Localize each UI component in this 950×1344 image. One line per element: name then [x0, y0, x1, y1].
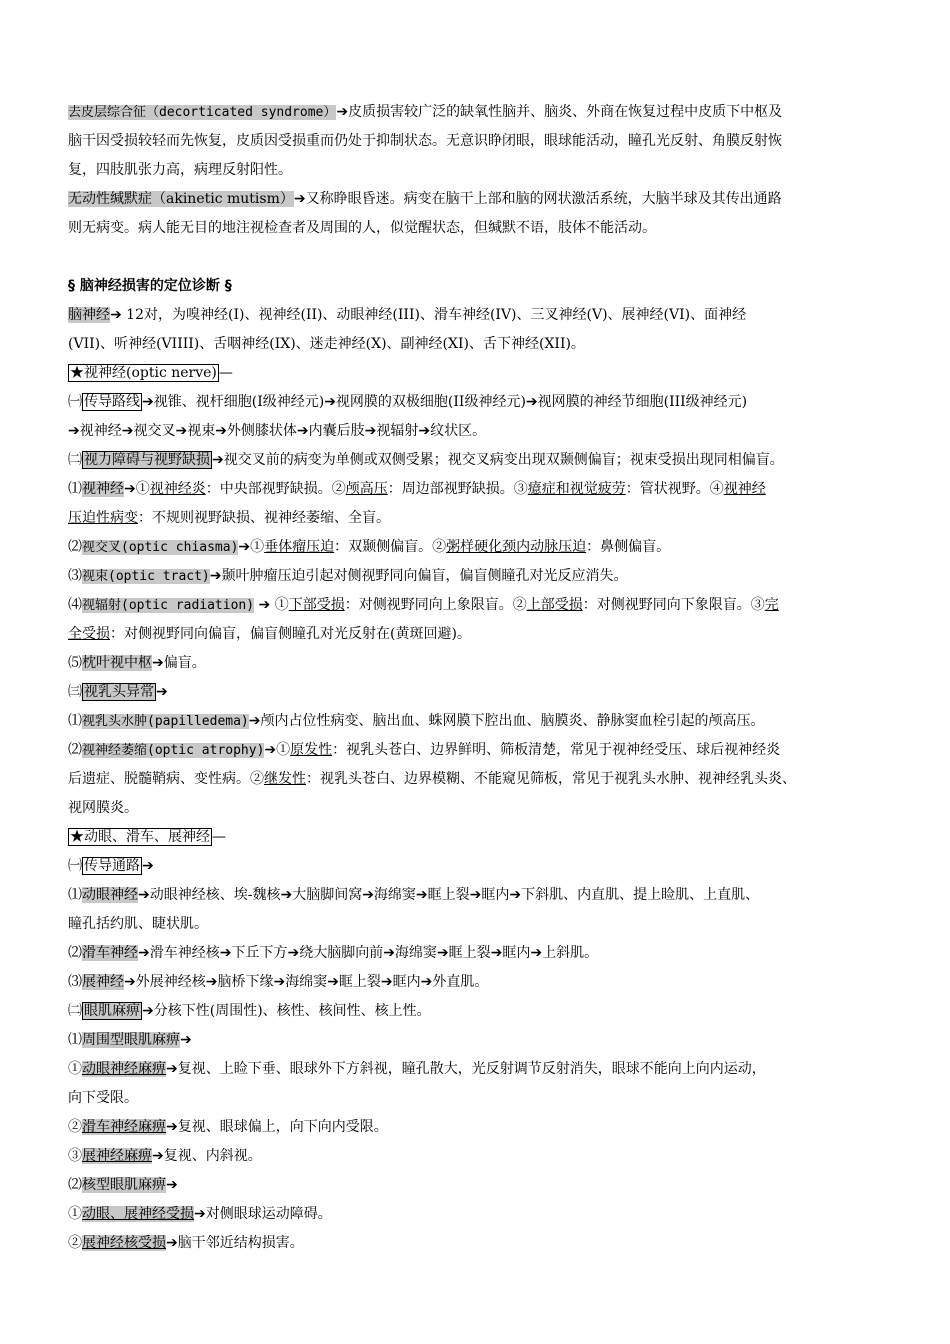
- pathway-term: 传导路线: [84, 394, 140, 410]
- optic-star-title: [68, 359, 898, 388]
- circled-number: ①: [68, 1206, 82, 1222]
- text: ：周边部视野缺损。③: [387, 481, 528, 497]
- primary-atrophy: 原发性: [290, 742, 333, 758]
- decorticated-line1: 皮质损害较广泛的缺氧性脑并、脑炎、外商在恢复过程中皮质下中枢及: [348, 104, 783, 120]
- circled-number: ①: [276, 742, 291, 758]
- atrophy-item: [68, 736, 898, 823]
- item-number: ⑷: [68, 597, 82, 613]
- circled-number: ②: [68, 1235, 82, 1251]
- papilledema-term: 视乳头水肿(papilledema): [82, 714, 249, 729]
- complete-damage-part1: 完: [764, 597, 779, 613]
- arrow-icon: ➔: [180, 1032, 192, 1048]
- arrow-icon: ➔: [166, 1235, 178, 1251]
- arrow-icon: ➔: [238, 539, 251, 555]
- arrow-icon: ➔: [212, 452, 224, 468]
- optic-title-box: ★视神经(optic nerve): [70, 365, 217, 381]
- compression-lesion-part1: 视神经: [723, 481, 766, 497]
- abducens-term: 展神经: [82, 974, 124, 990]
- circled-number: ③: [68, 1148, 82, 1164]
- item-number: ㈢: [68, 684, 82, 700]
- item-number: ㈠: [68, 858, 82, 874]
- dash: —: [212, 829, 226, 845]
- decorticated-paragraph: [68, 98, 898, 185]
- arrow-icon: ➔: [142, 858, 154, 874]
- arrow-icon: ➔: [138, 887, 150, 903]
- cranial-line1: 12对，为嗅神经(I)、视神经(II)、动眼神经(III)、滑车神经(IV)、三叉神经(V)、展神经(VI)、面神经: [121, 307, 747, 323]
- section-title: § 脑神经损害的定位诊断 §: [68, 278, 232, 294]
- item-number: ⑴: [68, 1032, 82, 1048]
- radiation-term: 视辐射(optic radiation): [82, 598, 255, 613]
- oculomotor-palsy-term: 动眼神经麻痹: [82, 1061, 166, 1077]
- trochlear-item: [68, 939, 898, 968]
- text: ：对侧视野同向下象限盲。③: [582, 597, 765, 613]
- upper-damage: 上部受损: [526, 597, 583, 613]
- nuclear-palsy-title: [68, 1171, 898, 1200]
- arrow-icon: ➔: [152, 1148, 164, 1164]
- visual-field-term: 视力障碍与视野缺损: [84, 452, 210, 468]
- item-number: ㈠: [68, 394, 82, 410]
- nuclear-item-1: [68, 1200, 898, 1229]
- nuclear-palsy-term: 核型眼肌麻痹: [82, 1177, 166, 1193]
- disc-abnormal-term: 视乳头异常: [84, 684, 154, 700]
- item-number: ⑵: [68, 539, 82, 555]
- ocular-pathway-term: 传导通路: [84, 858, 140, 874]
- oculomotor-term: 动眼神经: [82, 887, 138, 903]
- pituitary-compression: 垂体瘤压迫: [264, 539, 335, 555]
- papilledema-item: [68, 707, 898, 736]
- ocular-star-title: [68, 823, 898, 852]
- akinetic-line2: 则无病变。病人能无目的地注视检查者及周围的人，似觉醒状态，但缄默不语，肢体不能活动。: [68, 220, 656, 236]
- text: 颞叶肿瘤压迫引起对侧视野同向偏盲，偏盲侧瞳孔对光反应消失。: [221, 568, 628, 584]
- peripheral-palsy-title: [68, 1026, 898, 1055]
- circled-number: ①: [135, 481, 150, 497]
- arrow-icon: ➔: [110, 307, 122, 323]
- cranial-term: 脑神经: [68, 307, 110, 323]
- item-number: ㈡: [68, 1003, 82, 1019]
- trochlear-term: 滑车神经: [82, 945, 138, 961]
- optic-nerve-item: [68, 475, 898, 533]
- optic-nerve-term: 视神经: [82, 481, 124, 497]
- arrow-icon: ➔: [124, 974, 136, 990]
- text: ：视乳头苍白、边界鲜明、筛板清楚，常见于视神经受压、球后视神经炎: [332, 742, 781, 758]
- dash: —: [218, 365, 233, 381]
- tract-item: [68, 562, 898, 591]
- arrow-icon: ➔: [166, 1061, 178, 1077]
- text: 滑车神经核➔下丘下方➔绕大脑脚向前➔海绵窦➔眶上裂➔眶内➔上斜肌。: [149, 945, 599, 961]
- text: 复视、上睑下垂、眼球外下方斜视，瞳孔散大，光反射调节反射消失，眼球不能向上向内运动，: [177, 1061, 766, 1077]
- palsy-term: 眼肌麻痹: [84, 1003, 140, 1019]
- item-number: ⑴: [68, 713, 82, 729]
- arrow-icon: ➔: [166, 1177, 178, 1193]
- nuclear-item-2: [68, 1229, 898, 1258]
- item-number: ⑵: [68, 1177, 82, 1193]
- decorticated-line2: 脑干因受损较轻而先恢复，皮质因受损重而仍处于抑制状态。无意识睁闭眼，眼球能活动，瞳孔光反射、角膜反射恢: [68, 133, 782, 149]
- cranial-line2: (VII)、听神经(VIIII)、舌咽神经(IX)、迷走神经(X)、副神经(XI)、舌下神经(XII)。: [68, 336, 585, 352]
- text: 颅内占位性病变、脑出血、蛛网膜下腔出血、脑膜炎、静脉窦血栓引起的颅高压。: [260, 713, 765, 729]
- cranial-paragraph: [68, 301, 898, 359]
- pathway-line1: 视锥、视杆细胞(I级神经元)➔视网膜的双极细胞(II级神经元)➔视网膜的神经节细胞(III级神经元): [153, 394, 748, 410]
- intracranial-hypertension: 颅高压: [345, 481, 388, 497]
- atrophy-term: 视神经萎缩(optic atrophy): [82, 743, 265, 758]
- arrow-icon: ➔: [194, 1206, 206, 1222]
- text: 分核下性(周围性)、核性、核间性、核上性。: [153, 1003, 431, 1019]
- text: 外展神经核➔脑桥下缘➔海绵窦➔眶上裂➔眶内➔外直肌。: [135, 974, 489, 990]
- item-number: ⑸: [68, 655, 82, 671]
- occipital-term: 枕叶视中枢: [82, 655, 152, 671]
- text: ：对侧视野同向偏盲，偏盲侧瞳孔对光反射在(黄斑回避)。: [110, 626, 471, 642]
- text: 向下受限。: [68, 1090, 138, 1106]
- arrow-icon: ➔: [124, 481, 136, 497]
- circled-number: ②: [68, 1119, 82, 1135]
- document-page: [68, 98, 898, 1258]
- arrow-icon: ➔: [166, 1119, 178, 1135]
- optic-neuritis: 视神经炎: [149, 481, 206, 497]
- arrow-icon: ➔: [152, 655, 164, 671]
- text: ：对侧视野同向上象限盲。②: [344, 597, 527, 613]
- pathway-line2: ➔视神经➔视交叉➔视束➔外侧膝状体➔内囊后肢➔视辐射➔纹状区。: [68, 423, 487, 439]
- item-number: ⑵: [68, 945, 82, 961]
- carotid-compression: 粥样硬化颈内动脉压迫: [446, 539, 587, 555]
- secondary-atrophy: 继发性: [264, 771, 306, 787]
- arrow-icon: ➔: [293, 191, 306, 207]
- text: ：中央部视野缺损。②: [205, 481, 346, 497]
- arrow-icon: ➔: [142, 1003, 154, 1019]
- complete-damage-part2: 全受损: [68, 626, 110, 642]
- abducens-palsy-item: [68, 1142, 898, 1171]
- text: ：不规则视野缺损、视神经萎缩、全盲。: [138, 510, 390, 526]
- ocular-pathway-title: [68, 852, 898, 881]
- decorticated-line3: 复，四肢肌张力高，病理反射阳性。: [68, 162, 292, 178]
- palsy-item: [68, 997, 898, 1026]
- circled-number: ①: [250, 539, 265, 555]
- text: 复视、眼球偏上，向下向内受限。: [177, 1119, 388, 1135]
- text: 复视、内斜视。: [163, 1148, 262, 1164]
- arrow-icon: ➔: [156, 684, 168, 700]
- trochlear-palsy-item: [68, 1113, 898, 1142]
- text: ：视乳头苍白、边界模糊、不能窥见筛板，常见于视乳头水肿、视神经乳头炎、: [306, 771, 796, 787]
- text: 瞳孔括约肌、睫状肌。: [68, 916, 208, 932]
- item-number: ⑴: [68, 887, 82, 903]
- text: 视网膜炎。: [68, 800, 138, 816]
- chiasm-item: [68, 533, 898, 562]
- text: 后遗症、脱髓鞘病、变性病。②: [68, 771, 264, 787]
- akinetic-line1: 又称睁眼昏迷。病变在脑干上部和脑的网状激活系统，大脑半球及其传出通路: [305, 191, 782, 207]
- radiation-item: [68, 591, 898, 649]
- item-number: ㈡: [68, 452, 82, 468]
- akinetic-paragraph: [68, 185, 898, 243]
- text: ：双颞侧偏盲。②: [334, 539, 447, 555]
- ocular-title-box: ★动眼、滑车、展神经: [70, 829, 210, 845]
- visual-field-item: [68, 446, 898, 475]
- occipital-item: [68, 649, 898, 678]
- disc-abnormal-item: [68, 678, 898, 707]
- arrow-icon: ➔: [138, 945, 150, 961]
- oculomotor-item: [68, 881, 898, 939]
- decorticated-term: 去皮层综合征（decorticated syndrome）: [68, 105, 337, 120]
- oculomotor-palsy-item: [68, 1055, 898, 1113]
- circled-number: ①: [68, 1061, 82, 1077]
- arrow-icon: ➔: [264, 742, 277, 758]
- arrow-icon: ➔: [209, 568, 222, 584]
- trochlear-palsy-term: 滑车神经麻痹: [82, 1119, 166, 1135]
- text: 偏盲。: [163, 655, 206, 671]
- visual-field-text: 视交叉前的病变为单侧或双侧受累；视交叉病变出现双颞侧偏盲；视束受损出现同相偏盲。: [223, 452, 784, 468]
- tract-term: 视束(optic tract): [82, 569, 210, 584]
- circled-number: ①: [270, 597, 289, 613]
- text: ：管状视野。④: [625, 481, 724, 497]
- abducens-item: [68, 968, 898, 997]
- oculomotor-abducens-damage-term: 动眼、展神经受损: [82, 1206, 194, 1222]
- arrow-icon: ➔: [336, 104, 349, 120]
- abducens-palsy-term: 展神经麻痹: [82, 1148, 152, 1164]
- arrow-icon: ➔: [142, 394, 154, 410]
- compression-lesion-part2: 压迫性病变: [68, 510, 138, 526]
- text: 脑干邻近结构损害。: [177, 1235, 304, 1251]
- text: 动眼神经核、埃-魏核➔大脑脚间窝➔海绵窦➔眶上裂➔眶内➔下斜肌、内直肌、提上睑肌、上直肌、: [149, 887, 760, 903]
- text: 对侧眼球运动障碍。: [205, 1206, 332, 1222]
- peripheral-palsy-term: 周围型眼肌麻痹: [82, 1032, 180, 1048]
- chiasm-term: 视交叉(optic chiasma): [82, 540, 239, 555]
- arrow-icon: ➔: [248, 713, 261, 729]
- text: ：鼻侧偏盲。: [586, 539, 671, 555]
- arrow-icon: ➔: [254, 597, 271, 613]
- hysteria-fatigue: 癔症和视觉疲劳: [527, 481, 626, 497]
- akinetic-term: 无动性缄默症（akinetic mutism）: [68, 191, 294, 207]
- abducens-nucleus-damage-term: 展神经核受损: [82, 1235, 166, 1251]
- item-number: ⑵: [68, 742, 82, 758]
- item-number: ⑶: [68, 974, 82, 990]
- lower-damage: 下部受损: [288, 597, 345, 613]
- item-number: ⑶: [68, 568, 82, 584]
- item-number: ⑴: [68, 481, 82, 497]
- optic-pathway: [68, 388, 898, 446]
